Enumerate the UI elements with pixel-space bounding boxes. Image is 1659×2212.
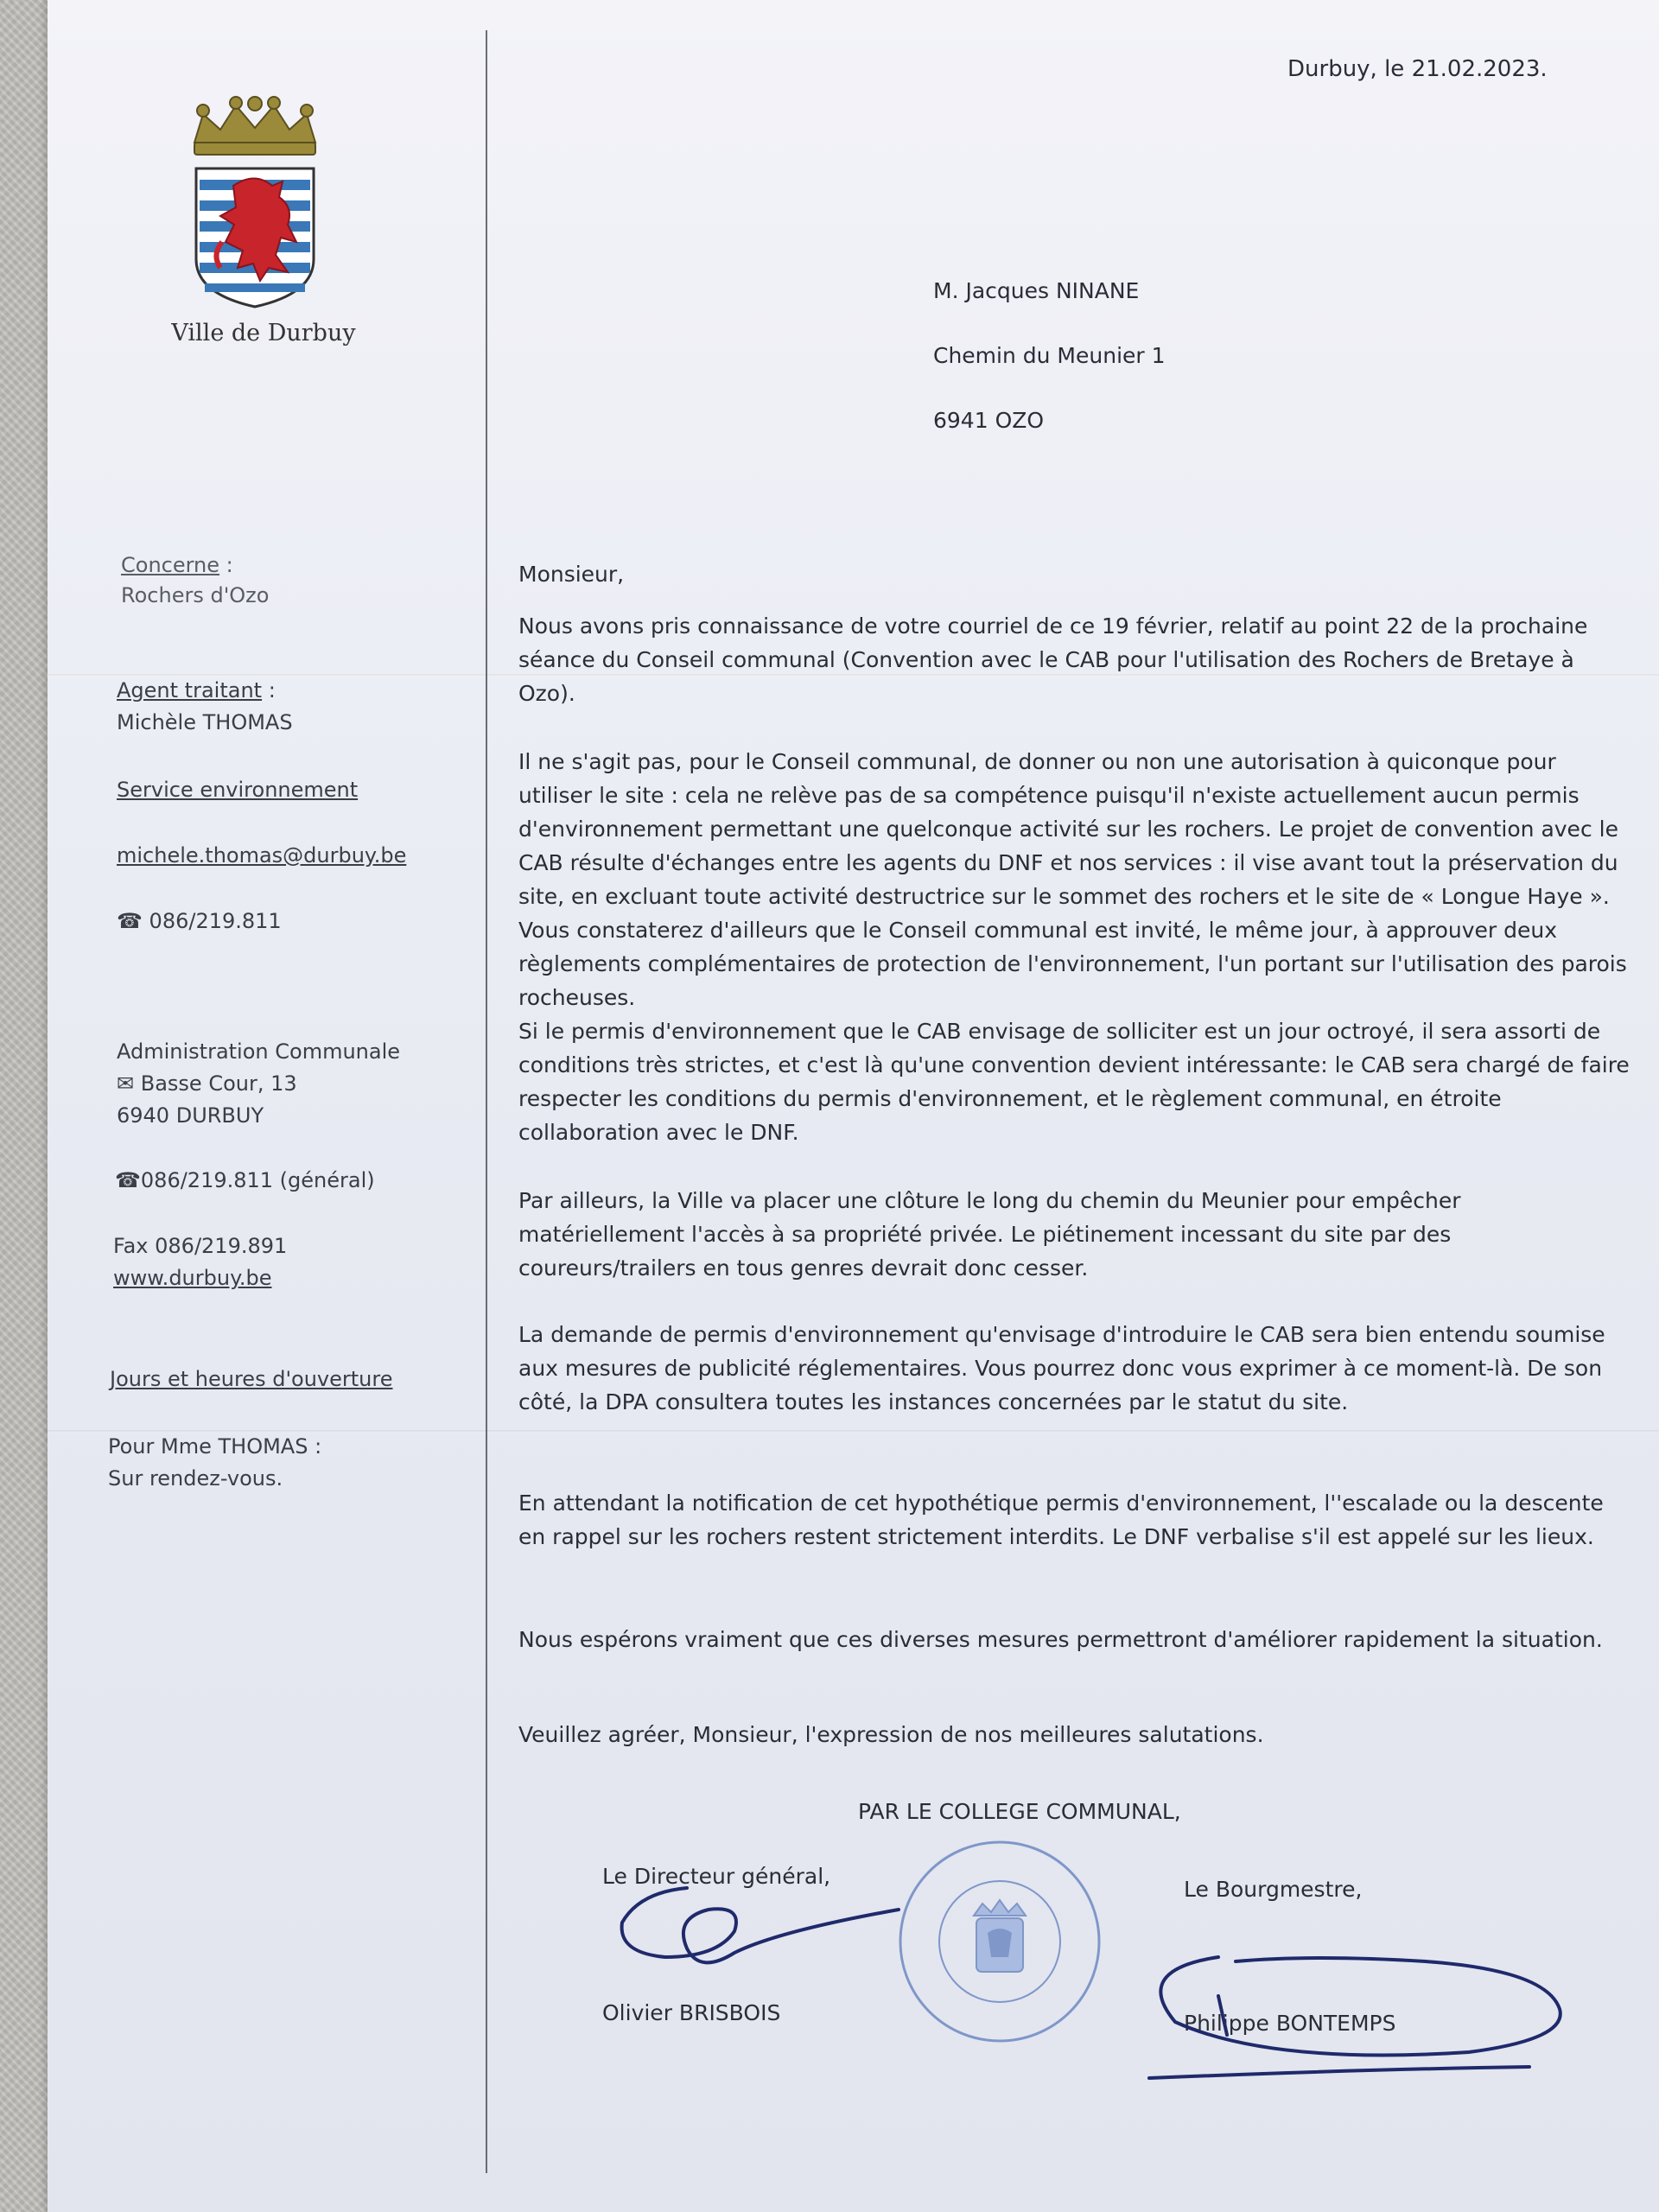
phone-number: 086/219.811 bbox=[149, 909, 282, 933]
mayor-name: Philippe BONTEMPS bbox=[1184, 2011, 1396, 2036]
phone-line bbox=[117, 909, 282, 933]
recipient-name: M. Jacques NINANE bbox=[933, 278, 1140, 303]
concerne-label: Concerne bbox=[121, 553, 220, 577]
paragraph-3-text: Par ailleurs, la Ville va placer une clôture le long du chemin du Meunier pour empêcher matériellement l'accès à sa propriété privée. Le piétinement incessant du site par des coureurs/trailers en tous genres devrait donc cesser. bbox=[518, 1188, 1461, 1281]
concerne-colon: : bbox=[219, 553, 233, 577]
paragraph-4 bbox=[518, 1318, 1633, 1419]
agent-heading bbox=[117, 678, 276, 702]
telephone-icon: ☎ bbox=[115, 1168, 141, 1192]
mayor-title: Le Bourgmestre, bbox=[1184, 1877, 1363, 1902]
general-phone: 086/219.811 (général) bbox=[140, 1168, 375, 1192]
recipient-street: Chemin du Meunier 1 bbox=[933, 343, 1166, 368]
crown-icon bbox=[194, 97, 315, 155]
margin-divider-line bbox=[486, 30, 487, 2173]
closing-line: Veuillez agréer, Monsieur, l'expression de nos meilleures salutations. bbox=[518, 1722, 1264, 1747]
envelope-icon: ✉ bbox=[117, 1071, 135, 1096]
agent-colon: : bbox=[262, 678, 276, 702]
hours-for: Pour Mme THOMAS : bbox=[108, 1434, 322, 1459]
paper-fold bbox=[48, 1430, 1659, 1433]
opening-hours-link[interactable]: Jours et heures d'ouverture bbox=[110, 1367, 393, 1391]
durbuy-crest-logo bbox=[186, 95, 324, 311]
municipality-name: Ville de Durbuy bbox=[171, 320, 356, 346]
letter-date: Durbuy, le 21.02.2023. bbox=[1287, 56, 1548, 82]
general-phone-line bbox=[115, 1168, 375, 1192]
director-name: Olivier BRISBOIS bbox=[602, 2000, 781, 2025]
paragraph-6-text: Nous espérons vraiment que ces diverses mesures permettront d'améliorer rapidement la situation. bbox=[518, 1627, 1603, 1652]
paragraph-1-text: Nous avons pris connaissance de votre courriel de ce 19 février, relatif au point 22 de la prochaine séance du Conseil communal (Convention avec le CAB pour l'utilisation des Rochers de Bretaye à Ozo). bbox=[518, 613, 1588, 706]
telephone-icon: ☎ bbox=[117, 909, 143, 933]
paragraph-2 bbox=[518, 745, 1633, 1149]
paragraph-3 bbox=[518, 1184, 1633, 1285]
agent-value: Michèle THOMAS bbox=[117, 710, 293, 734]
mayor-signature bbox=[1097, 1944, 1581, 2091]
paragraph-1 bbox=[518, 609, 1633, 710]
paragraph-5 bbox=[518, 1486, 1633, 1554]
college-heading: PAR LE COLLEGE COMMUNAL, bbox=[858, 1799, 1181, 1824]
salutation: Monsieur, bbox=[518, 562, 625, 587]
official-stamp-seal bbox=[894, 1836, 1106, 2048]
paragraph-4-text: La demande de permis d'environnement qu'envisage d'introduire le CAB sera bien entendu soumise aux mesures de publicité réglementaires. Vous pourrez donc vous exprimer à ce moment-là. De son côté, la DPA consultera toutes les instances concernées par le statut du site. bbox=[518, 1322, 1605, 1414]
paragraph-5-text: En attendant la notification de cet hypothétique permis d'environnement, l''escalade ou la descente en rappel sur les rochers restent strictement interdits. Le DNF verbalise s'il est appelé sur les lieux. bbox=[518, 1491, 1604, 1549]
admin-city: 6940 DURBUY bbox=[117, 1103, 264, 1128]
paragraph-6 bbox=[518, 1623, 1633, 1656]
paragraph-2b-text: Si le permis d'environnement que le CAB envisage de solliciter est un jour octroyé, il sera assorti de conditions très strictes, et c'est là qu'une convention devient intéressante: le CAB sera chargé de faire respecter les conditions du permis d'environnement, et le règlement communal, en étroite collaboration avec le DNF. bbox=[518, 1019, 1630, 1145]
concerne-value: Rochers d'Ozo bbox=[121, 583, 270, 607]
admin-street: Basse Cour, 13 bbox=[140, 1071, 297, 1096]
letter-sheet bbox=[48, 0, 1659, 2212]
concerne-heading bbox=[121, 553, 233, 577]
recipient-city: 6941 OZO bbox=[933, 408, 1045, 433]
hours-value: Sur rendez-vous. bbox=[108, 1466, 283, 1491]
website-link[interactable]: www.durbuy.be bbox=[113, 1266, 272, 1290]
paragraph-2a-text: Il ne s'agit pas, pour le Conseil communal, de donner ou non une autorisation à quiconque pour utiliser le site : cela ne relève pas de sa compétence puisqu'il n'existe actuellement aucun permis d'environnement permettant une quelconque activité sur les rochers. Le projet de convention avec le CAB résulte d'échanges entre les agents du DNF et nos services : il vise avant tout la préservation du site, en excluant toute activité destructrice sur le sommet des rochers et le site de « Longue Haye ». Vous constaterez d'ailleurs que le Conseil communal est invité, le même jour, à approuver deux règlements complémentaires de protection de l'environnement, l'un portant sur l'utilisation des parois rocheuses. bbox=[518, 749, 1627, 1010]
director-title: Le Directeur général, bbox=[602, 1864, 831, 1889]
service-name: Service environnement bbox=[117, 778, 359, 802]
email-link[interactable]: michele.thomas@durbuy.be bbox=[117, 843, 407, 868]
admin-street-line bbox=[117, 1071, 297, 1096]
admin-title: Administration Communale bbox=[117, 1039, 401, 1064]
agent-label: Agent traitant bbox=[117, 678, 263, 702]
director-signature bbox=[605, 1871, 907, 2000]
fax-number: Fax 086/219.891 bbox=[113, 1234, 288, 1258]
